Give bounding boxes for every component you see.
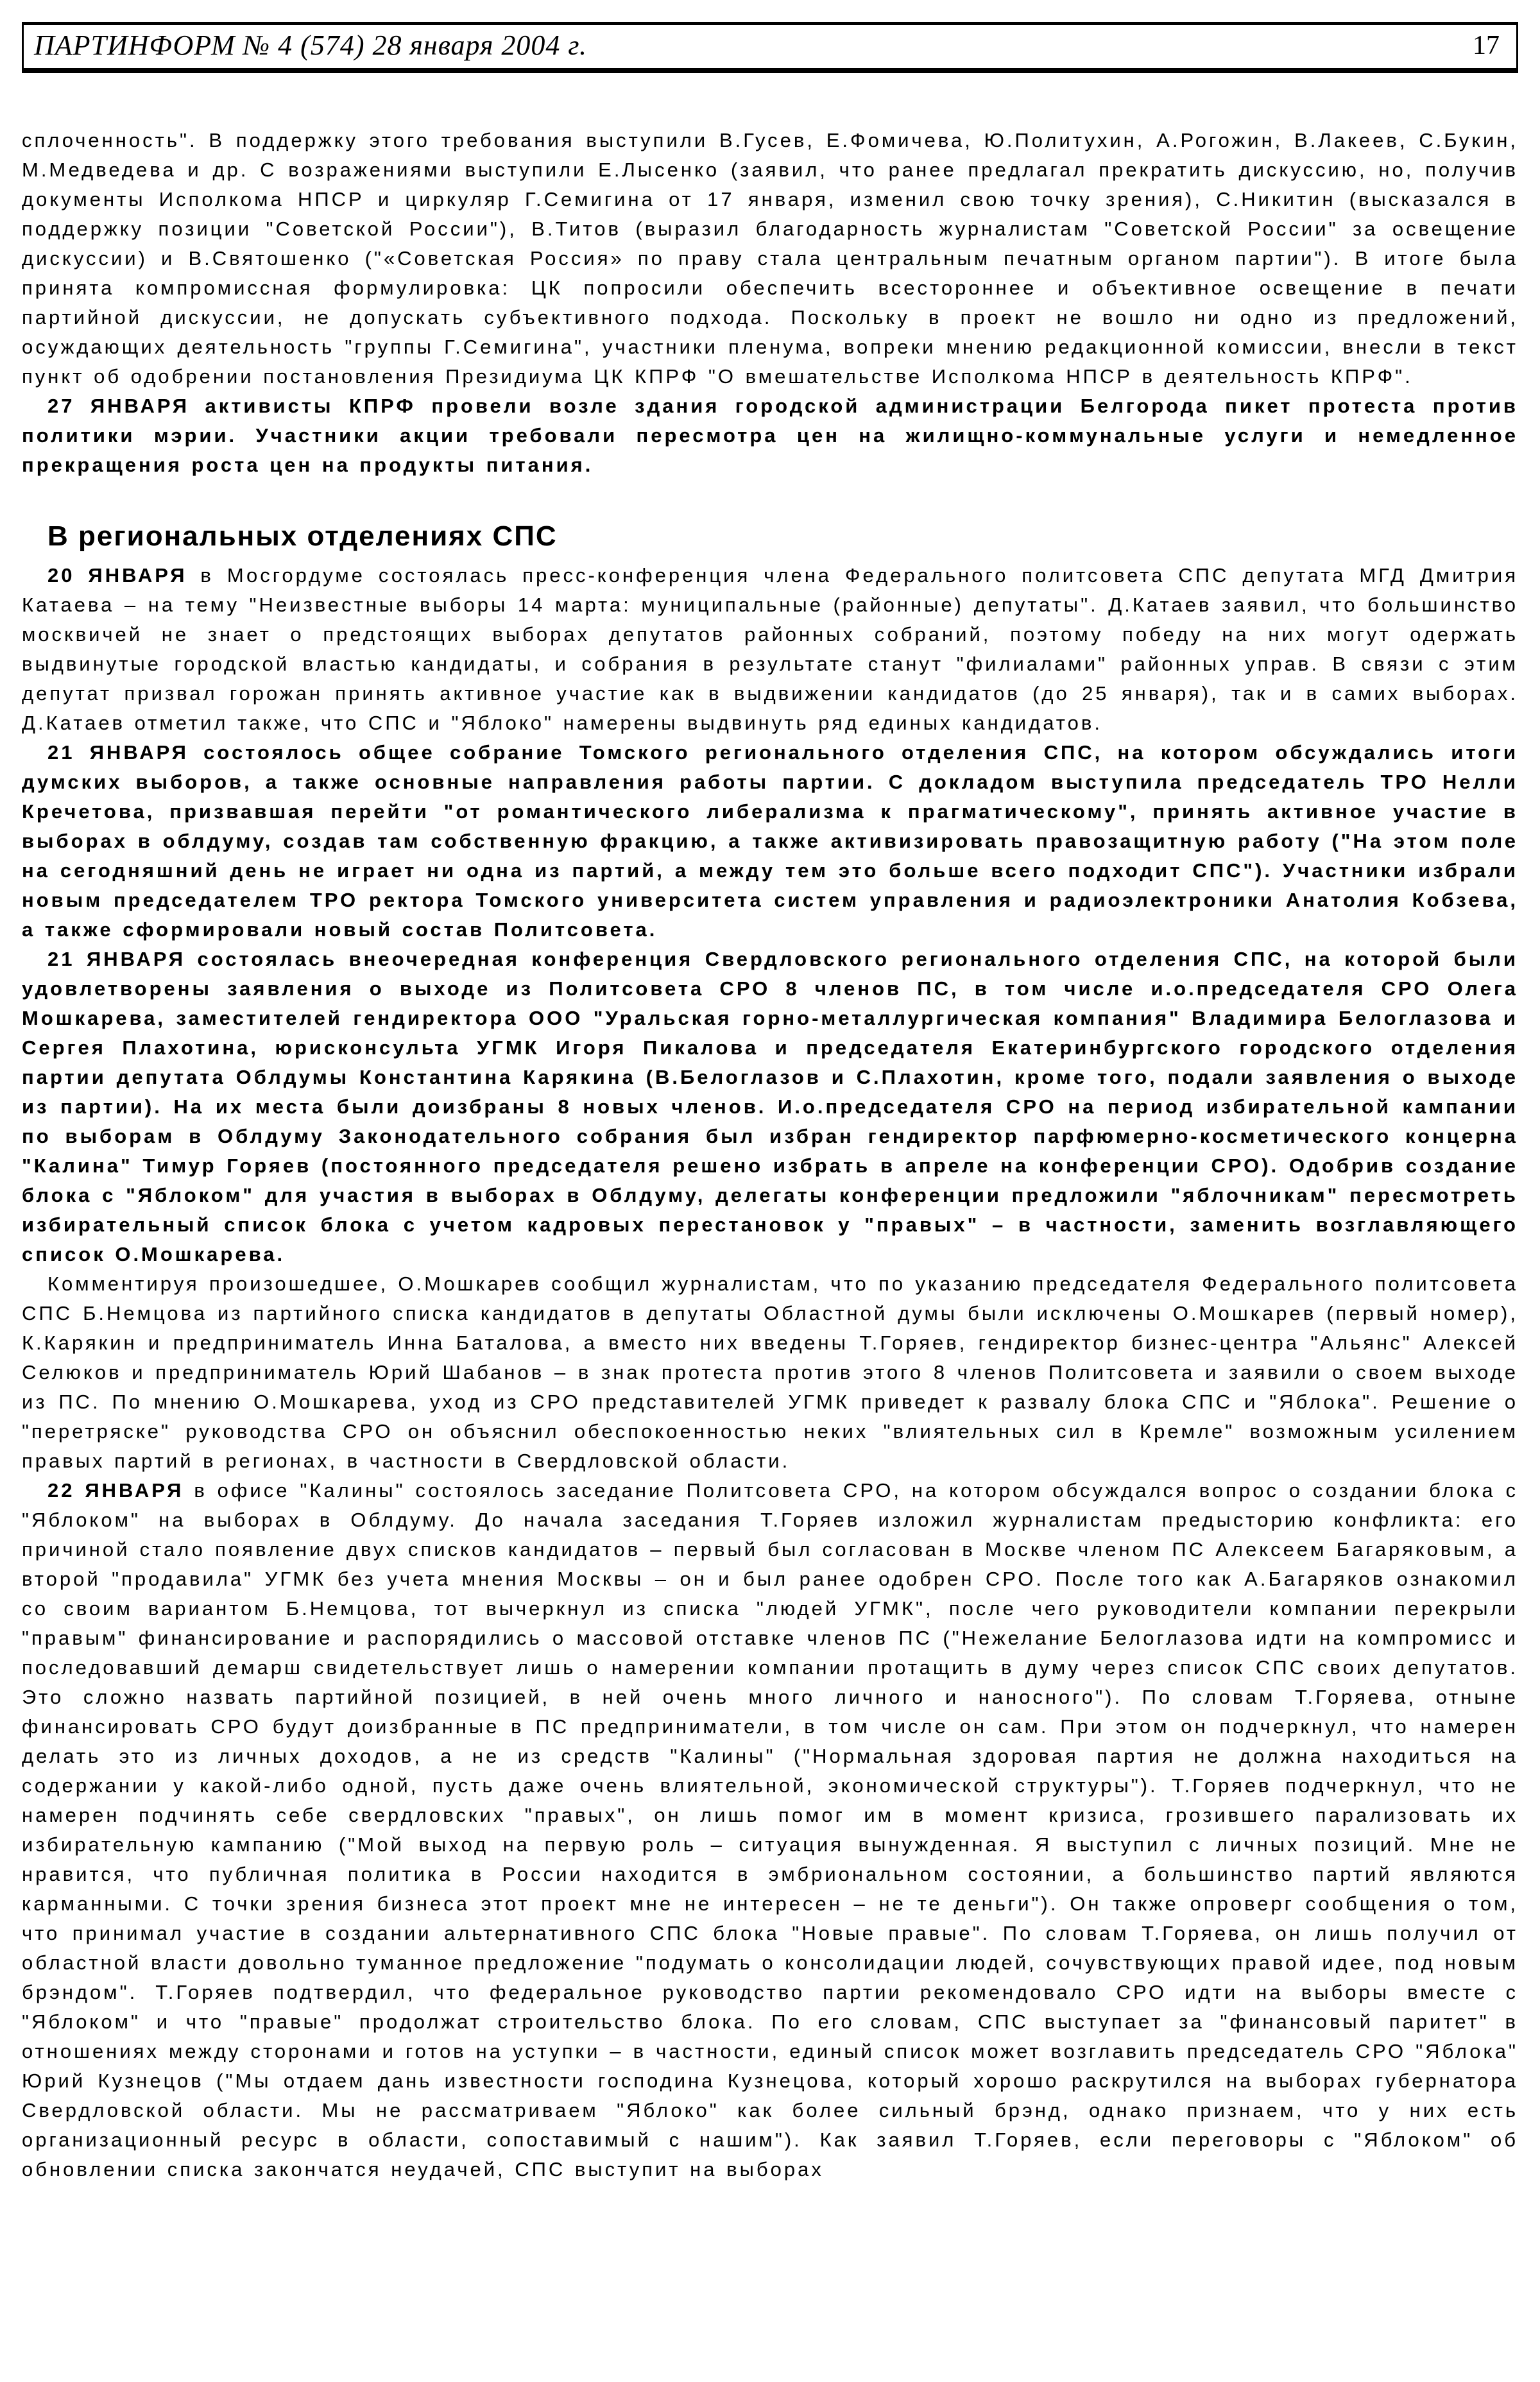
- date-label: 27 ЯНВАРЯ: [47, 395, 190, 417]
- paragraph-text: в Мосгордуме состоялась пресс-конференция члена Федерального политсовета СПС депутата МГД Дмитрия Катаева – на тему "Неизвестные выборы 14 марта: муниципальные (районные) депутаты". Д.Катаев заявил, что большинство москвичей не знает о предстоящих выборах депутатов районных собраний, поэтому победу на них могут одержать выдвинутые городской властью кандидаты, и собрания в результате станут "филиалами" районных управ. В связи с этим депутат призвал горожан принять активное участие как в выдвижении кандидатов (до 25 января), так и в самих выборах. Д.Катаев отметил также, что СПС и "Яблоко" намерены выдвинуть ряд единых кандидатов.: [22, 564, 1518, 734]
- paragraph: [22, 1476, 1518, 2184]
- masthead-title: ПАРТИНФОРМ № 4 (574) 28 января 2004 г.: [34, 30, 588, 61]
- date-label: 21 ЯНВАРЯ: [47, 948, 186, 970]
- date-label: 21 ЯНВАРЯ: [47, 741, 189, 764]
- paragraph: [22, 738, 1518, 945]
- paragraph-text: в офисе "Калины" состоялось заседание Политсовета СРО, на котором обсуждался вопрос о создании блока с "Яблоком" на выборах в Облдуму. До начала заседания Т.Горяев изложил журналистам предысторию конфликта: его причиной стало появление двух списков кандидатов – первый был согласован в Москве членом ПС Алексеем Багаряковым, а второй "продавила" УГМК без учета мнения Москвы – он и был ранее одобрен СРО. После того как А.Багаряков ознакомил со своим вариантом Б.Немцова, тот вычеркнул из списка "людей УГМК", после чего руководители компании перекрыли "правым" финансирование и распорядились о массовой отставке членов ПС ("Нежелание Белоглазова идти на компромисс и последовавший демарш свидетельствует лишь о намерении компании протащить в думу через список СПС своих депутатов. Это сложно назвать партийной позицией, в ней очень много личного и наносного"). По словам Т.Горяева, отныне финансировать СРО будут доизбранные в ПС предприниматели, в том числе он сам. При этом он подчеркнул, что намерен делать это из личных доходов, а не из средств "Калины" ("Нормальная здоровая партия не должна находиться на содержании у какой-либо одной, пусть даже очень влиятельной, экономической структуры"). Т.Горяев подчеркнул, что не намерен подчинять себе свердловских "правых", он лишь помог им в момент кризиса, грозившего парализовать их избирательную кампанию ("Мой выход на первую роль – ситуация вынужденная. Я выступил с личных позиций. Мне не нравится, что публичная политика в России находится в эмбриональном состоянии, а большинство партий являются карманными. С точки зрения бизнеса этот проект мне не интересен – не те деньги"). Он также опроверг сообщения о том, что принимал участие в создании альтернативного СПС блока "Новые правые". По словам Т.Горяева, он лишь получил от областной власти довольно туманное предложение "подумать о консолидации людей, сочувствующих правой идее, под новым брэндом". Т.Горяев подтвердил, что федеральное руководство партии рекомендовало СРО идти на выборы вместе с "Яблоком" и что "правые" продолжат строительство блока. По его словам, СПС выступает за "финансовый паритет" в отношениях между сторонами и готов на уступки – в частности, единый список может возглавить председатель СРО "Яблока" Юрий Кузнецов ("Мы отдаем дань известности господина Кузнецова, который хорошо раскрутился на выборах губернатора Свердловской области. Мы не рассматриваем "Яблоко" как более сильный брэнд, однако признаем, что у них есть организационный ресурс в области, сопоставимый с нашим"). Как заявил Т.Горяев, если переговоры с "Яблоком" об обновлении списка закончатся неудачей, СПС выступит на выборах: [22, 1479, 1518, 2181]
- article-body: [22, 126, 1518, 2184]
- paragraph-text: сплоченность". В поддержку этого требования выступили В.Гусев, Е.Фомичева, Ю.Политухин, А.Рогожин, В.Лакеев, С.Букин, М.Медведева и др. С возражениями выступили Е.Лысенко (заявил, что ранее предлагал прекратить дискуссию, но, получив документы Исполкома НПСР и циркуляр Г.Семигина от 17 января, изменил свою точку зрения), С.Никитин (высказался в поддержку позиции "Советской России"), В.Титов (выразил благодарность журналистам "Советской России" за освещение дискуссии) и В.Святошенко ("«Советская Россия» по праву стала центральным печатным органом партии"). В итоге была принята компромиссная формулировка: ЦК попросили обеспечить всестороннее и объективное освещение в печати партийной дискуссии, не допускать субъективного подхода. Поскольку в проект не вошло ни одно из предложений, осуждающих деятельность "группы Г.Семигина", участники пленума, вопреки мнению редакционной комиссии, внесли в текст пункт об одобрении постановления Президиума ЦК КПРФ "О вмешательстве Исполкома НПСР в деятельность КПРФ".: [22, 129, 1518, 388]
- paragraph-text: состоялось общее собрание Томского регионального отделения СПС, на котором обсуждались итоги думских выборов, а также основные направления работы партии. С докладом выступила председатель ТРО Нелли Кречетова, призвавшая перейти "от романтического либерализма к прагматическому", принять активное участие в выборах в облдуму, создав там собственную фракцию, а также активизировать правозащитную работу ("На этом поле на сегодняшний день не играет ни одна из партий, а между тем это больше всего подходит СПС"). Участники избрали новым председателем ТРО ректора Томского университета систем управления и радиоэлектроники Анатолия Кобзева, а также сформировали новый состав Политсовета.: [22, 741, 1518, 941]
- paragraph: [22, 945, 1518, 1269]
- paragraph: [22, 391, 1518, 480]
- paragraph: [22, 126, 1518, 391]
- paragraph-text: активисты КПРФ провели возле здания городской администрации Белгорода пикет протеста против политики мэрии. Участники акции требовали пересмотра цен на жилищно-коммунальные услуги и немедленное прекращения роста цен на продукты питания.: [22, 395, 1518, 476]
- section-heading: В региональных отделениях СПС: [47, 520, 558, 552]
- page-number: 17: [1473, 30, 1500, 60]
- paragraph-text: Комментируя произошедшее, О.Мошкарев сообщил журналистам, что по указанию председателя Федерального политсовета СПС Б.Немцова из партийного списка кандидатов в депутаты Областной думы были исключены О.Мошкарев (первый номер), К.Карякин и предприниматель Инна Баталова, а вместо них введены Т.Горяев, гендиректор бизнес-центра "Альянс" Алексей Селюков и предприниматель Юрий Шабанов – в знак протеста против этого 8 членов Политсовета и заявили о своем выходе из ПС. По мнению О.Мошкарева, уход из СРО представителей УГМК приведет к развалу блока СПС и "Яблока". Решение о "перетряске" руководства СРО он объяснил обеспокоенностью неких "влиятельных сил в Кремле" возможным усилением правых партий в регионах, в частности в Свердловской области.: [22, 1272, 1518, 1472]
- date-label: 20 ЯНВАРЯ: [47, 564, 187, 587]
- running-head: [22, 22, 1518, 73]
- paragraph: [22, 1269, 1518, 1476]
- paragraph-text: состоялась внеочередная конференция Свердловского регионального отделения СПС, на которой были удовлетворены заявления о выходе из Политсовета СРО 8 членов ПС, в том числе и.о.председателя СРО Олега Мошкарева, заместителей гендиректора ООО "Уральская горно-металлургическая компания" Владимира Белоглазова и Сергея Плахотина, юрисконсульта УГМК Игоря Пикалова и председателя Екатеринбургского городского отделения партии депутата Облдумы Константина Карякина (В.Белоглазов и С.Плахотин, кроме того, подали заявления о выходе из партии). На их места были доизбраны 8 новых членов. И.о.председателя СРО на период избирательной кампании по выборам в Облдуму Законодательного собрания был избран гендиректор парфюмерно-косметического концерна "Калина" Тимур Горяев (постоянного председателя решено избрать в апреле на конференции СРО). Одобрив создание блока с "Яблоком" для участия в выборах в Облдуму, делегаты конференции предложили "яблочникам" пересмотреть избирательный список блока с учетом кадровых перестановок у "правых" – в частности, заменить возглавляющего список О.Мошкарева.: [22, 948, 1518, 1265]
- date-label: 22 ЯНВАРЯ: [47, 1479, 184, 1502]
- paragraph: [22, 561, 1518, 738]
